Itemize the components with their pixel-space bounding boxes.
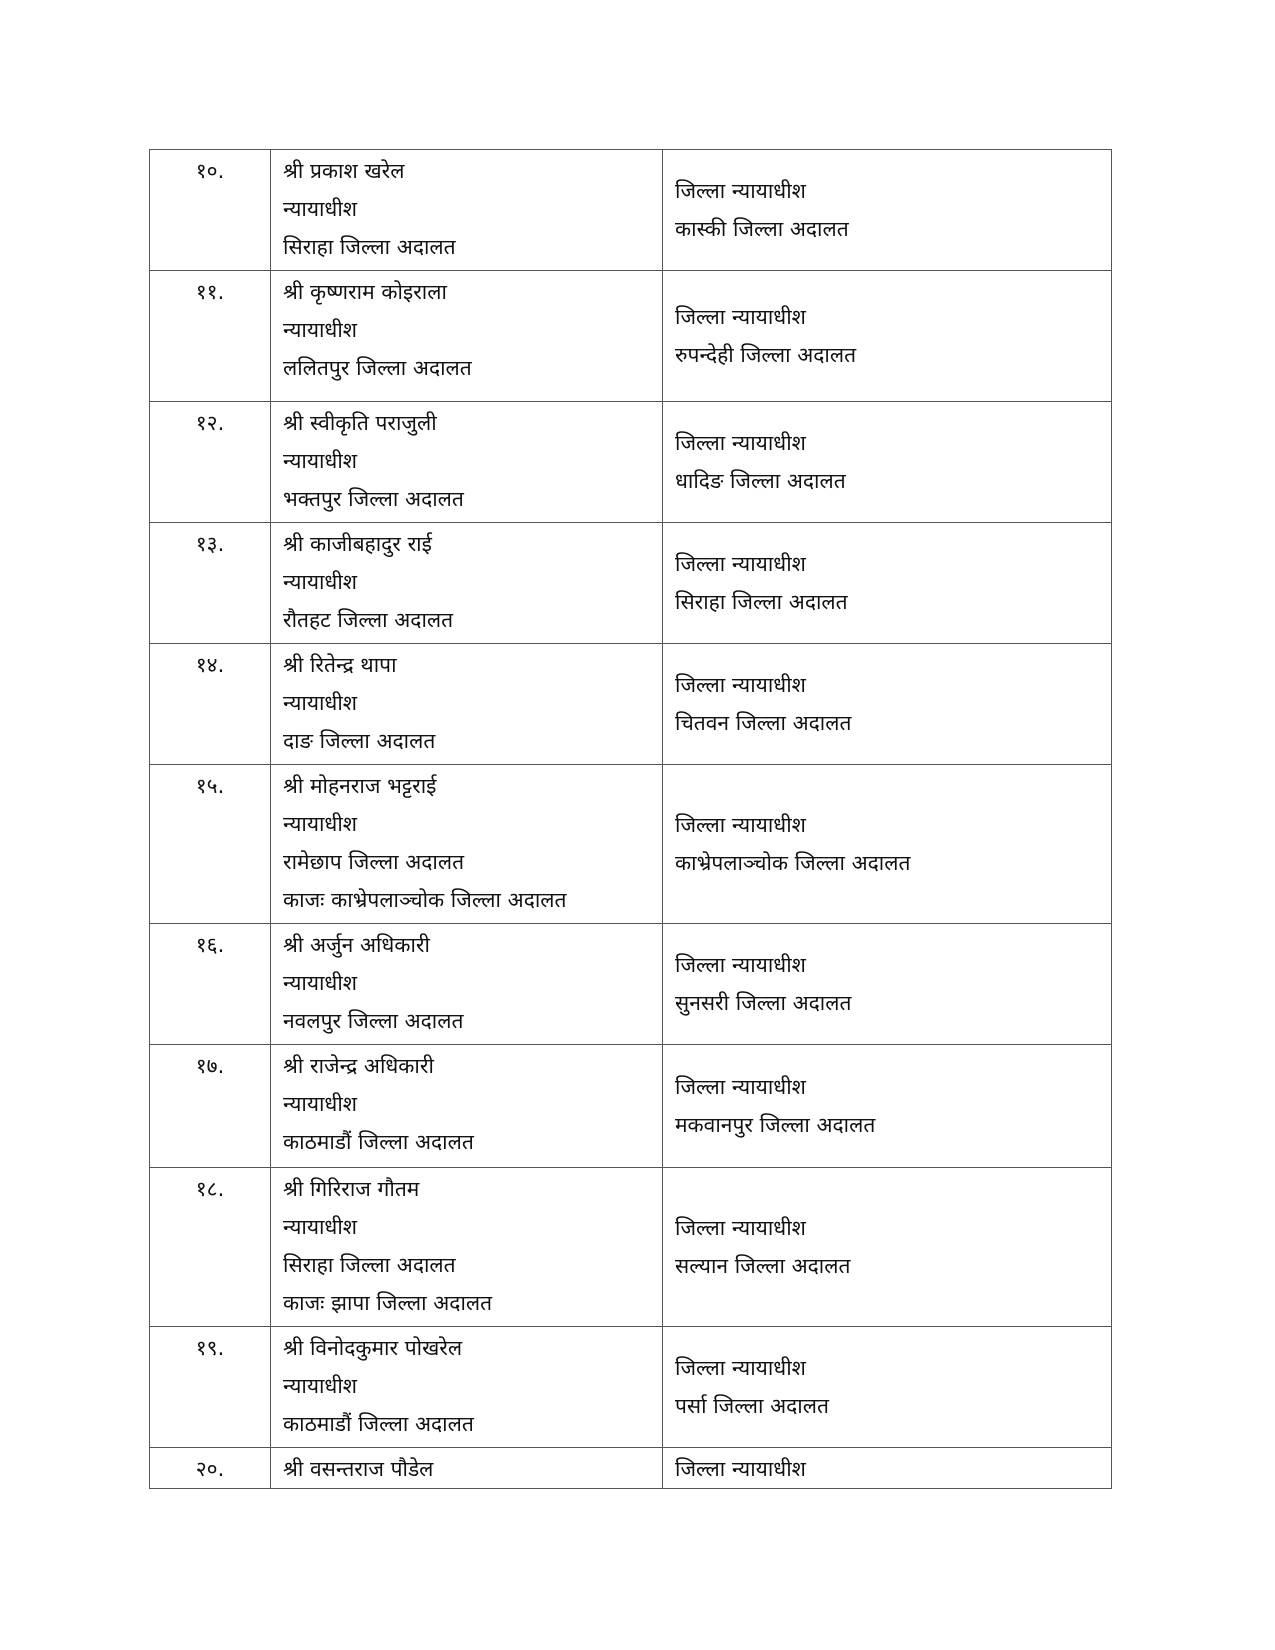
new-designation: जिल्ला न्यायाधीश <box>675 1356 806 1380</box>
current-posting-cell <box>271 1045 663 1168</box>
new-designation: जिल्ला न्यायाधीश <box>675 1457 806 1481</box>
new-designation: जिल्ला न्यायाधीश <box>675 1075 806 1099</box>
new-designation: जिल्ला न्यायाधीश <box>675 552 806 576</box>
judge-designation: न्यायाधीश <box>283 691 358 715</box>
judges-transfer-table <box>149 149 1112 1489</box>
new-posting-cell <box>663 924 1112 1045</box>
current-court: सिराहा जिल्ला अदालत <box>283 1253 456 1277</box>
current-court: ललितपुर जिल्ला अदालत <box>283 356 472 380</box>
new-court: मकवानपुर जिल्ला अदालत <box>675 1113 876 1137</box>
current-court: रामेछाप जिल्ला अदालत <box>283 850 465 874</box>
new-court: पर्सा जिल्ला अदालत <box>675 1394 829 1418</box>
serial-number: १९. <box>150 1327 271 1448</box>
serial-number: १५. <box>150 765 271 924</box>
table-row <box>150 644 1112 765</box>
new-designation: जिल्ला न्यायाधीश <box>675 673 806 697</box>
current-court: काठमाडौं जिल्ला अदालत <box>283 1412 474 1436</box>
current-posting-cell <box>271 402 663 523</box>
judge-designation: न्यायाधीश <box>283 1215 358 1239</box>
judge-designation: न्यायाधीश <box>283 1092 358 1116</box>
judge-designation: न्यायाधीश <box>283 318 358 342</box>
table-row <box>150 1168 1112 1327</box>
judge-designation: न्यायाधीश <box>283 812 358 836</box>
table-row <box>150 1045 1112 1168</box>
table-row <box>150 150 1112 271</box>
judge-designation: न्यायाधीश <box>283 1374 358 1398</box>
new-court: धादिङ जिल्ला अदालत <box>675 469 846 493</box>
new-designation: जिल्ला न्यायाधीश <box>675 179 806 203</box>
current-posting-cell <box>271 1327 663 1448</box>
table-row <box>150 765 1112 924</box>
table-row <box>150 1448 1112 1489</box>
serial-number: १२. <box>150 402 271 523</box>
judge-name: श्री वसन्तराज पौडेल <box>283 1457 434 1481</box>
new-court: रुपन्देही जिल्ला अदालत <box>675 343 857 367</box>
current-posting-cell <box>271 271 663 402</box>
serial-number: १८. <box>150 1168 271 1327</box>
table-body <box>150 150 1112 1489</box>
judge-designation: न्यायाधीश <box>283 971 358 995</box>
judge-name: श्री रितेन्द्र थापा <box>283 653 397 677</box>
table-row <box>150 523 1112 644</box>
judge-name: श्री मोहनराज भट्टराई <box>283 774 437 798</box>
current-court: दाङ जिल्ला अदालत <box>283 729 436 753</box>
new-posting-cell <box>663 644 1112 765</box>
new-posting-cell <box>663 1327 1112 1448</box>
current-posting-cell <box>271 1168 663 1327</box>
judge-name: श्री प्रकाश खरेल <box>283 159 405 183</box>
serial-number: १०. <box>150 150 271 271</box>
current-posting-cell <box>271 765 663 924</box>
acting-court: काजः झापा जिल्ला अदालत <box>283 1291 493 1315</box>
current-posting-cell <box>271 150 663 271</box>
serial-number: १३. <box>150 523 271 644</box>
judge-designation: न्यायाधीश <box>283 197 358 221</box>
judge-name: श्री स्वीकृति पराजुली <box>283 411 437 435</box>
new-designation: जिल्ला न्यायाधीश <box>675 305 806 329</box>
serial-number: २०. <box>150 1448 271 1489</box>
judge-name: श्री राजेन्द्र अधिकारी <box>283 1054 434 1078</box>
new-posting-cell <box>663 1448 1112 1489</box>
judge-designation: न्यायाधीश <box>283 449 358 473</box>
new-court: सिराहा जिल्ला अदालत <box>675 590 848 614</box>
new-court: चितवन जिल्ला अदालत <box>675 711 852 735</box>
judge-name: श्री कृष्णराम कोइराला <box>283 280 447 304</box>
new-posting-cell <box>663 150 1112 271</box>
current-posting-cell <box>271 644 663 765</box>
new-court: सल्यान जिल्ला अदालत <box>675 1254 851 1278</box>
current-posting-cell <box>271 924 663 1045</box>
new-posting-cell <box>663 523 1112 644</box>
serial-number: ११. <box>150 271 271 402</box>
new-court: सुनसरी जिल्ला अदालत <box>675 991 852 1015</box>
current-court: रौतहट जिल्ला अदालत <box>283 608 454 632</box>
new-posting-cell <box>663 402 1112 523</box>
judge-designation: न्यायाधीश <box>283 570 358 594</box>
table-row <box>150 924 1112 1045</box>
judge-name: श्री गिरिराज गौतम <box>283 1177 420 1201</box>
new-posting-cell <box>663 765 1112 924</box>
new-designation: जिल्ला न्यायाधीश <box>675 953 806 977</box>
table-row <box>150 271 1112 402</box>
new-court: काभ्रेपलाञ्चोक जिल्ला अदालत <box>675 851 911 875</box>
new-designation: जिल्ला न्यायाधीश <box>675 431 806 455</box>
new-designation: जिल्ला न्यायाधीश <box>675 813 806 837</box>
current-court: सिराहा जिल्ला अदालत <box>283 235 456 259</box>
acting-court: काजः काभ्रेपलाञ्चोक जिल्ला अदालत <box>283 888 567 912</box>
serial-number: १७. <box>150 1045 271 1168</box>
table-row <box>150 402 1112 523</box>
new-court: कास्की जिल्ला अदालत <box>675 217 849 241</box>
current-posting-cell <box>271 523 663 644</box>
judge-name: श्री काजीबहादुर राई <box>283 532 432 556</box>
new-posting-cell <box>663 1168 1112 1327</box>
current-posting-cell <box>271 1448 663 1489</box>
new-designation: जिल्ला न्यायाधीश <box>675 1216 806 1240</box>
current-court: भक्तपुर जिल्ला अदालत <box>283 487 464 511</box>
serial-number: १६. <box>150 924 271 1045</box>
new-posting-cell <box>663 1045 1112 1168</box>
new-posting-cell <box>663 271 1112 402</box>
judge-name: श्री अर्जुन अधिकारी <box>283 933 430 957</box>
serial-number: १४. <box>150 644 271 765</box>
judge-name: श्री विनोदकुमार पोखरेल <box>283 1336 463 1360</box>
current-court: काठमाडौं जिल्ला अदालत <box>283 1130 474 1154</box>
table-row <box>150 1327 1112 1448</box>
current-court: नवलपुर जिल्ला अदालत <box>283 1009 464 1033</box>
